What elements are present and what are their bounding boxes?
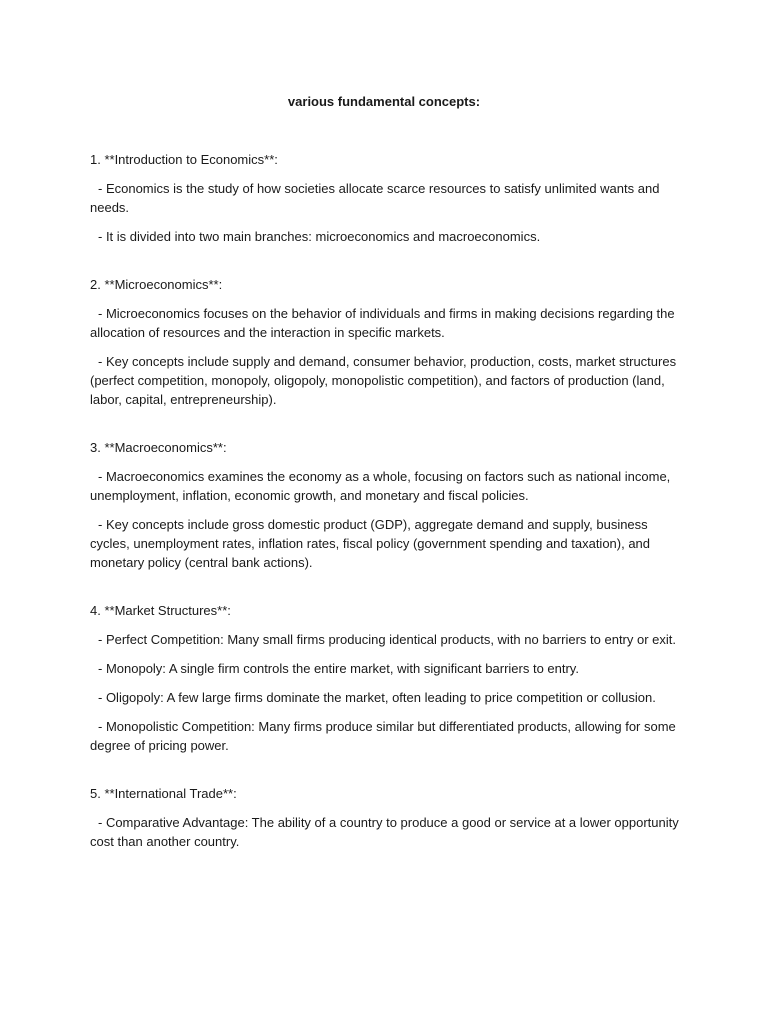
section-macroeconomics: [90, 438, 690, 572]
list-item: - Economics is the study of how societies allocate scarce resources to satisfy unlimited wants and needs.: [90, 181, 660, 215]
list-item: - Key concepts include supply and demand, consumer behavior, production, costs, market structures (perfect competition, monopoly, oligopoly, monopolistic competition), and factors of production (land, labor, capital, entrepreneurship).: [90, 354, 677, 407]
document-body: [90, 150, 690, 880]
list-item: - Perfect Competition: Many small firms producing identical products, with no barriers to entry or exit.: [98, 632, 677, 647]
document-title: various fundamental concepts:: [287, 94, 481, 109]
section-international-trade: [90, 784, 690, 851]
list-item: - Comparative Advantage: The ability of a country to produce a good or service at a lower opportunity cost than another country.: [90, 815, 679, 849]
section-microeconomics: [90, 275, 690, 409]
section-heading: 1. **Introduction to Economics**:: [90, 152, 278, 167]
list-item: - Key concepts include gross domestic product (GDP), aggregate demand and supply, business cycles, unemployment rates, inflation rates, fiscal policy (government spending and taxation), and monetary policy (central bank actions).: [90, 517, 651, 570]
list-item: - It is divided into two main branches: microeconomics and macroeconomics.: [98, 229, 541, 244]
list-item: - Microeconomics focuses on the behavior of individuals and firms in making decisions regarding the allocation of resources and the interaction in specific markets.: [90, 306, 675, 340]
section-heading: 5. **International Trade**:: [90, 786, 237, 801]
section-introduction-to-economics: [90, 150, 690, 246]
section-heading: 4. **Market Structures**:: [90, 603, 231, 618]
list-item: - Oligopoly: A few large firms dominate the market, often leading to price competition or collusion.: [98, 690, 656, 705]
section-heading: 3. **Macroeconomics**:: [90, 440, 227, 455]
list-item: - Monopolistic Competition: Many firms produce similar but differentiated products, allowing for some degree of pricing power.: [90, 719, 676, 753]
section-heading: 2. **Microeconomics**:: [90, 277, 223, 292]
list-item: - Monopoly: A single firm controls the entire market, with significant barriers to entry.: [98, 661, 579, 676]
section-market-structures: [90, 601, 690, 755]
list-item: - Macroeconomics examines the economy as a whole, focusing on factors such as national income, unemployment, inflation, economic growth, and monetary and fiscal policies.: [90, 469, 671, 503]
